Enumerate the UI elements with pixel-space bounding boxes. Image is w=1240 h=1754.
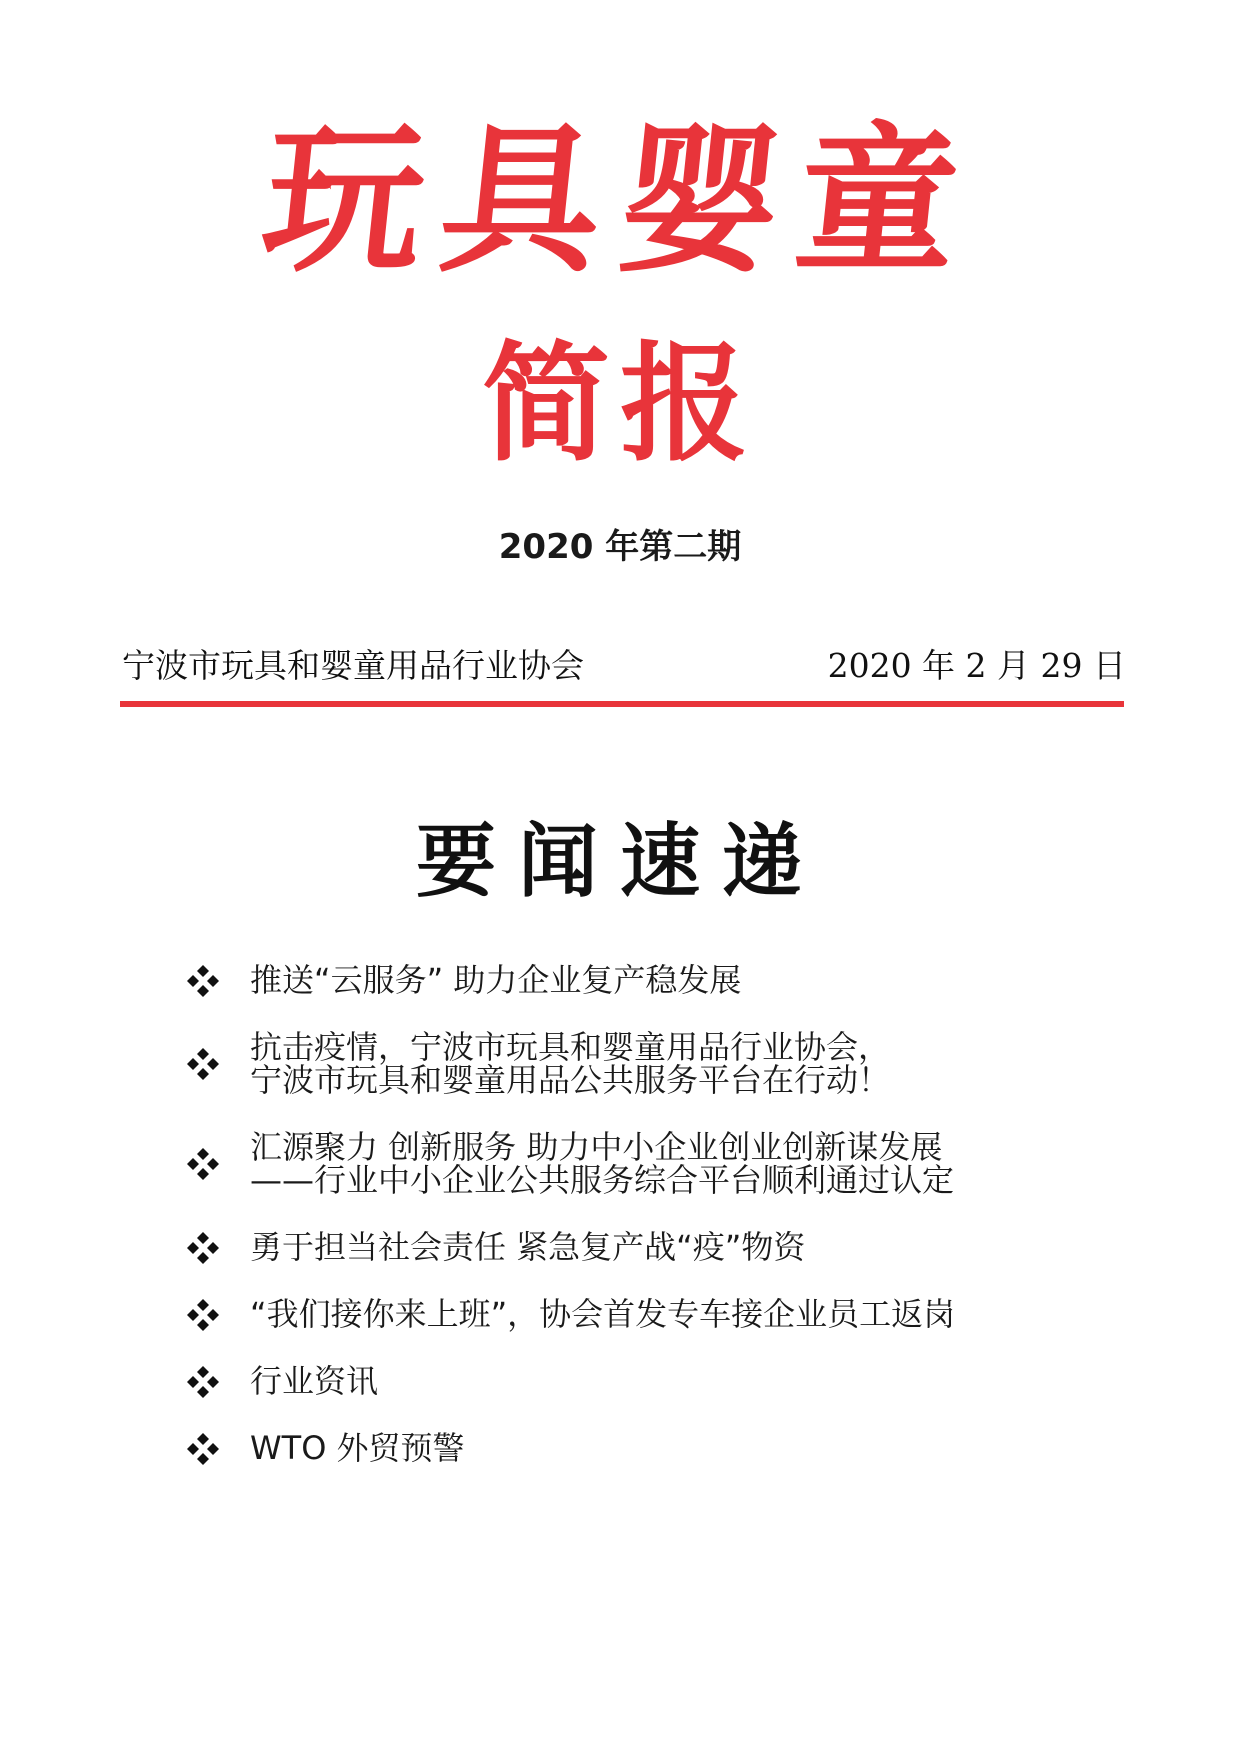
toc-item[interactable] <box>186 1429 1106 1467</box>
toc-item[interactable] <box>186 1228 1106 1266</box>
toc-item-text: 行业资讯 <box>250 1362 379 1400</box>
four-diamond-bullet-icon <box>186 1147 220 1181</box>
toc-item-text: 宁波市玩具和婴童用品公共服务平台在行动！ <box>250 1061 891 1099</box>
four-diamond-bullet-icon <box>186 1298 220 1332</box>
publication-date: 2020 年 2 月 29 日 <box>827 646 1126 685</box>
toc-item-text: 汇源聚力 创新服务 助力中小企业创业创新谋发展 <box>250 1128 943 1166</box>
four-diamond-bullet-icon <box>186 1432 220 1466</box>
four-diamond-bullet-icon <box>186 1047 220 1081</box>
toc-item-text: 抗击疫情，宁波市玩具和婴童用品行业协会， <box>250 1028 891 1066</box>
issue-number: 2020 年第二期 <box>498 527 742 567</box>
table-of-contents <box>186 961 1106 1499</box>
toc-item[interactable] <box>186 961 1106 999</box>
toc-item[interactable] <box>186 1295 1106 1333</box>
organization-name: 宁波市玩具和婴童用品行业协会 <box>122 646 584 685</box>
newsletter-subtitle: 简报 <box>481 330 758 479</box>
header-divider <box>120 701 1124 707</box>
masthead-title: 玩具婴童 <box>254 106 986 294</box>
four-diamond-bullet-icon <box>186 1231 220 1265</box>
toc-item-text: 推送“云服务” 助力企业复产稳发展 <box>250 961 742 999</box>
toc-item-text: WTO 外贸预警 <box>250 1429 465 1467</box>
toc-item[interactable] <box>186 1128 1106 1199</box>
four-diamond-bullet-icon <box>186 1365 220 1399</box>
section-title: 要闻速递 <box>416 815 824 908</box>
toc-item-text: 勇于担当社会责任 紧急复产战“疫”物资 <box>250 1228 806 1266</box>
toc-item-text: ——行业中小企业公共服务综合平台顺利通过认定 <box>250 1161 955 1199</box>
toc-item[interactable] <box>186 1362 1106 1400</box>
toc-item-text: “我们接你来上班”，协会首发专车接企业员工返岗 <box>250 1295 956 1333</box>
toc-item[interactable] <box>186 1028 1106 1099</box>
four-diamond-bullet-icon <box>186 964 220 998</box>
